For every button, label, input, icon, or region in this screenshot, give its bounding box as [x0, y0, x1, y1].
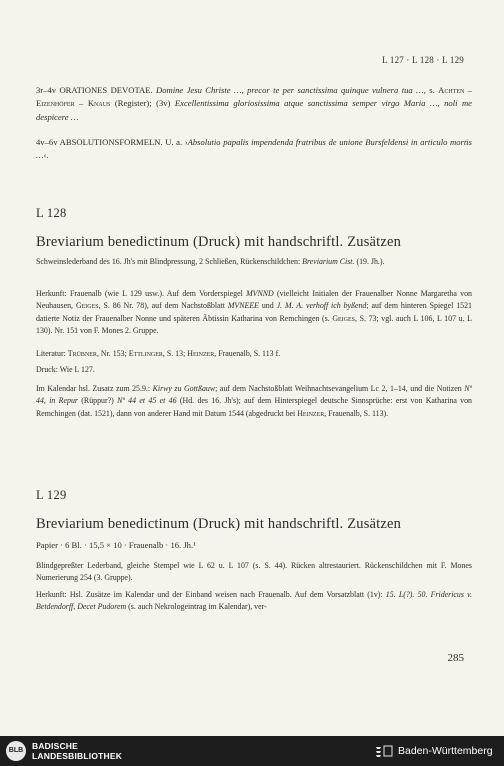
- three-lions-icon[interactable]: [374, 744, 394, 758]
- state-name[interactable]: Baden-Württemberg: [398, 745, 493, 757]
- folio-ref: 3r–4v: [36, 85, 57, 95]
- blb-logo[interactable]: BLB: [6, 741, 26, 761]
- author-ref: Achten – Eizenhöfer – Knaus: [36, 85, 473, 109]
- section-heading: ORATIONES DEVOTAE.: [59, 85, 153, 95]
- entry-title: Breviarium benedictinum (Druck) mit handschriftl. Zusätzen: [36, 234, 402, 250]
- literature-line: Literatur: Trübner, Nr. 153; Ettlinger, S. 13; Heinzer, Frauenalb, S. 113 f.: [36, 349, 281, 358]
- incipit: Domine Jesu Christe …, precor te per sanctissima quinque vulnera tua …: [156, 85, 424, 95]
- footer-bar: [0, 736, 504, 766]
- folio-ref: 4v–6v: [36, 137, 58, 147]
- running-head: L 127 · L 128 · L 129: [382, 55, 464, 65]
- notes-paragraph: Im Kalendar hsl. Zusatz zum 25.9.: Kirwy zu Gottßauw; auf dem Nachstoßblatt Weihnachtsevangelium Lc 2, 1–14, und die Notizen Nº 44, in Repur (Rüppur?) Nº 44 et 45 et 46 (Hd. des 16. Jh's); auf dem Hinterspiegel deutsche Sinnsprüche: erst von Katharina von Remchingen (dat. 1521), dann von anderer Hand mit Datum 1544 (abgedruckt bei Heinzer, Frauenalb, S. 113).: [36, 384, 473, 418]
- entry-title: Breviarium benedictinum (Druck) mit handschriftl. Zusätzen: [36, 516, 402, 532]
- binding-description: Schweinslederband des 16. Jh's mit Blindpressung, 2 Schließen, Rückenschildchen: Breviarium Cist. (19. Jh.).: [36, 257, 385, 266]
- entry-id: L 129: [36, 488, 67, 502]
- incipit: Excellentissima gloriosissima atque sanctissima semper virgo Maria …, noli me despicere …: [36, 98, 472, 122]
- section-heading: ABSOLUTIONSFORMELN.: [59, 137, 163, 147]
- binding-description: Blindgepreßter Lederband, gleiche Stempel wie L 62 u. L 107 (s. S. 44). Rücken altrestauriert. Rückenschildchen mit F. Mones Numerierung 254 (3. Gruppe).: [36, 561, 472, 583]
- absolution-paragraph: 4v–6v ABSOLUTIONSFORMELN. U. a. ›Absolutio papalis impendenda fratribus de unione Bursfeldensi in articulo mortis …‹.: [36, 137, 472, 161]
- entry-id: L 128: [36, 206, 67, 220]
- library-name[interactable]: BADISCHE LANDESBIBLIOTHEK: [32, 741, 123, 761]
- provenance-paragraph: Herkunft: Hsl. Zusätze im Kalendar und der Einband weisen nach Frauenalb. Auf dem Vorsatzblatt (1v): 15. L(?). 50. Fridericus v. Betdendorff, Decet Pudorem (s. auch Nekrologeintrag im Kalendar), ver-: [36, 590, 472, 612]
- orationes-paragraph: 3r–4v ORATIONES DEVOTAE. Domine Jesu Christe …, precor te per sanctissima quinque vulnera tua …, s. Achten – Eizenhöfer – Knaus (Register); (3v) Excellentissima gloriosissima atque sanctissima semper virgo Maria …, noli me despicere …: [36, 85, 473, 122]
- incipit: Absolutio papalis impendenda fratribus de unione Bursfeldensi in articulo mortis …: [36, 137, 472, 161]
- provenance-paragraph: Herkunft: Frauenalb (wie L 129 usw.). Auf dem Vorderspiegel MVNND (vielleicht Initialen der Frauenalber Nonne Margaretha von Neuhausen, Geiges, S. 86 Nr. 78), auf dem Nachstoßblatt MVNEEE und J. M. A. verhoff ich byßend; auf dem hinteren Spiegel 1521 datierte Notiz der Frauenalber Nonne und späteren Äbtissin Katharina von Remchingen (s. Geiges, S. 73; vgl. auch L 106, L 107 u. L 130). Nr. 151 von F. Mones 2. Gruppe.: [36, 289, 472, 335]
- print-line: Druck: Wie L 127.: [36, 365, 95, 374]
- page-number: 285: [447, 652, 464, 664]
- physical-description: Papier · 6 Bl. · 15,5 × 10 · Frauenalb · 16. Jh.¹: [36, 540, 196, 550]
